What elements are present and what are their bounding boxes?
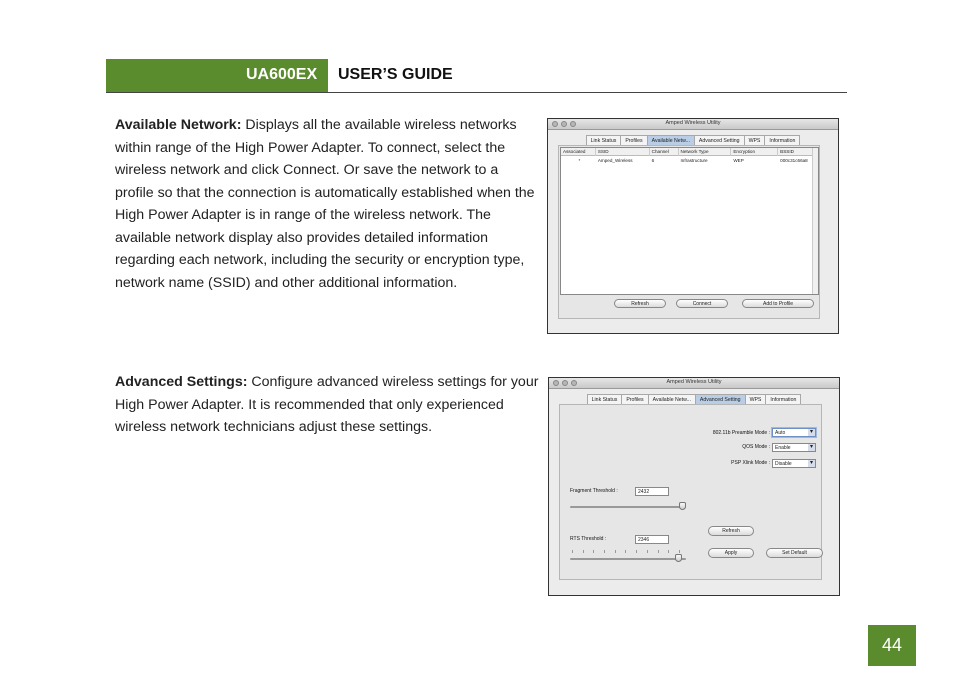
table-row[interactable] [561,156,818,164]
window-title: Amped Wireless Utility [665,120,721,126]
advanced-settings-text: Configure advanced wireless settings for your High Power Adapter. It is recommended that only experienced wireless network technicians adjust these settings. [115,374,539,435]
column-bssid[interactable]: BSSID [778,148,818,156]
connect-button[interactable]: Connect [676,299,728,308]
tab-profiles[interactable]: Profiles [620,135,646,147]
tab-profiles[interactable]: Profiles [621,394,647,406]
network-button-row [614,299,814,308]
tab-advanced-setting[interactable]: Advanced Setting [694,135,744,147]
advanced-settings-paragraph [115,371,540,439]
available-network-screenshot [547,118,839,334]
window-titlebar [548,119,838,130]
advanced-settings-screenshot [548,377,840,596]
preamble-mode-label: 802.11b Preamble Mode : [712,430,770,436]
fragment-threshold-slider[interactable] [570,506,686,508]
rts-slider-handle[interactable] [675,554,682,562]
window-titlebar [549,378,839,389]
tab-information[interactable]: Information [764,135,800,147]
tab-available-network[interactable]: Available Netw... [647,135,694,147]
psp-xlink-mode-label: PSP Xlink Mode : [731,460,770,466]
available-network-panel [558,145,820,319]
guide-title: USER’S GUIDE [338,66,453,83]
refresh-button[interactable]: Refresh [708,526,754,536]
cell-encryption: WEP [733,157,744,163]
tab-available-network[interactable]: Available Netw... [648,394,695,406]
window-title: Amped Wireless Utility [666,379,722,385]
fragment-threshold-field[interactable]: 2432 [635,487,669,496]
column-channel[interactable]: Channel [650,148,679,156]
apply-button[interactable]: Apply [708,548,754,558]
rts-threshold-label: RTS Threshold : [570,536,607,542]
tab-advanced-setting[interactable]: Advanced Setting [695,394,745,406]
qos-mode-label: QOS Mode : [742,444,770,450]
available-network-paragraph [115,114,540,294]
psp-xlink-mode-select[interactable]: Disable ▾ [772,459,816,468]
tab-information[interactable]: Information [765,394,801,406]
network-list-header [561,148,818,156]
cell-associated: * [578,157,581,163]
model-name: UA600EX [246,66,318,83]
tab-wps[interactable]: WPS [744,135,765,147]
tab-link-status[interactable]: Link Status [586,135,621,147]
cell-ssid: Amped_Wireless [597,157,633,163]
rts-slider-ticks [572,550,680,553]
cell-channel: 6 [651,157,655,163]
available-network-text: Displays all the available wireless networks within range of the High Power Adapter. To connect, select the wireless network and click Connect. Or save the network to a profile so that the connection is automatically established when the High Power Adapter is in range of the wireless network. The available network display also provides detailed information regarding each network, including the security or encryption type, network name (SSID) and other additional information. [115,117,535,291]
advanced-settings-label: Advanced Settings: [115,374,248,390]
column-encryption[interactable]: Encryption [731,148,778,156]
available-network-label: Available Network: [115,117,242,133]
refresh-button[interactable]: Refresh [614,299,666,308]
tab-wps[interactable]: WPS [745,394,766,406]
page-number: 44 [868,625,916,666]
add-to-profile-button[interactable]: Add to Profile [742,299,814,308]
column-network-type[interactable]: Network Type [679,148,732,156]
cell-network-type: Infrastructure [680,157,708,163]
column-associated[interactable]: Associated [561,148,596,156]
qos-mode-select[interactable]: Enable ▾ [772,443,816,452]
set-default-button[interactable]: Set Default [766,548,823,558]
preamble-mode-select[interactable]: Auto ▾ [772,428,816,437]
network-list[interactable] [560,147,819,295]
fragment-slider-handle[interactable] [679,502,686,510]
advanced-settings-panel [559,404,822,580]
header-rule [106,92,847,93]
fragment-threshold-label: Fragment Threshold : [570,488,618,494]
column-ssid[interactable]: SSID [596,148,650,156]
cell-bssid: 000c31c66a8 [780,157,808,163]
rts-threshold-field[interactable]: 2346 [635,535,669,544]
tab-link-status[interactable]: Link Status [587,394,622,406]
vertical-scrollbar[interactable] [812,148,818,294]
rts-threshold-slider[interactable] [570,558,686,560]
